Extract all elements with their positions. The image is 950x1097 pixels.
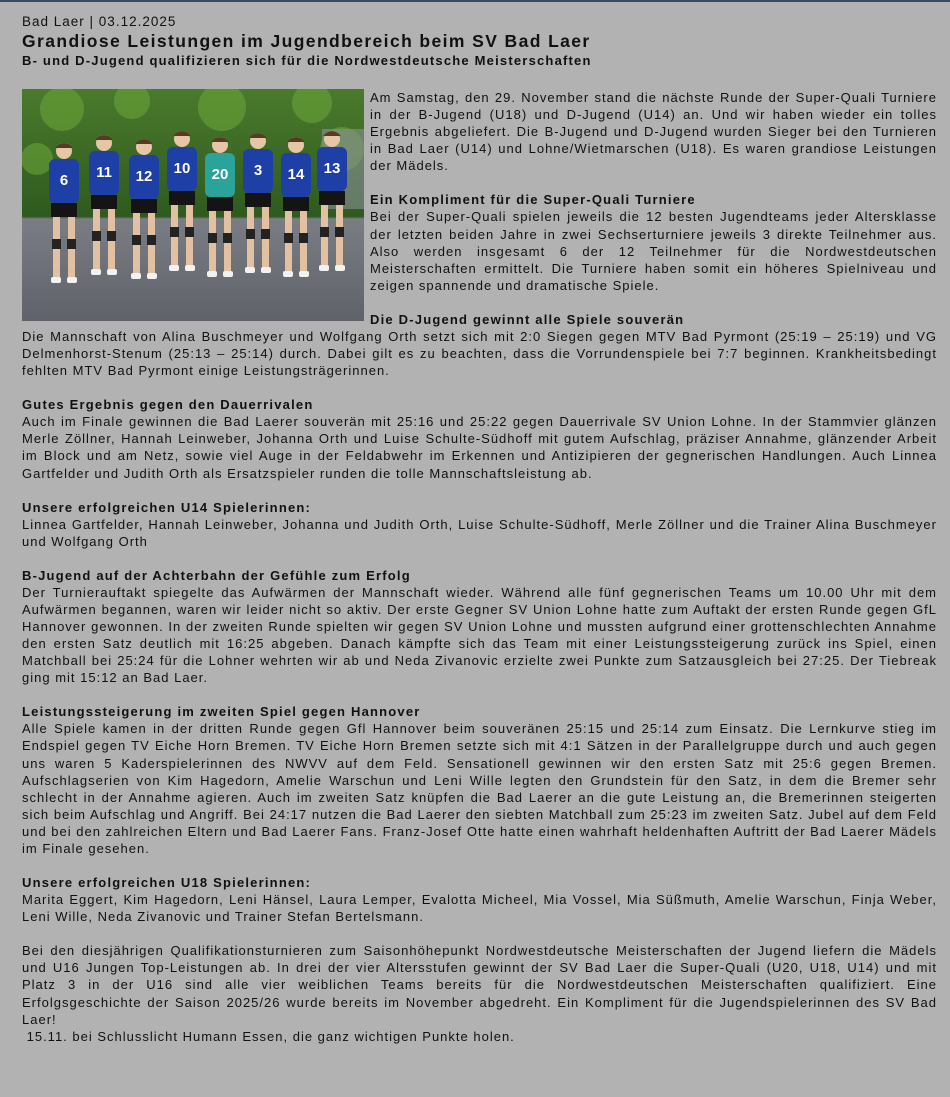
section-text: Linnea Gartfelder, Hannah Leinweber, Johanna und Judith Orth, Luise Schulte-Südhoff, Merle Zöllner und die Trainer Alina Buschmeyer und Wolfgang Orth [22,516,937,549]
section-text: Der Turnierauftakt spiegelte das Aufwärmen der Mannschaft wieder. Während alle fünf gegnerischen Teams um 10.00 Uhr mit dem Aufwärmen begannen, waren wir leider nicht so aktiv. Der erste Gegner SV Union Lohne hatte zum Auftakt der ersten Runde gegen GfL Hannover gewonnen. In der zweiten Runde spielten wir gegen SV Union Lohne und mussten aufgrund einer grottenschlechten Annahme den ersten Satz deutlich mit 16:25 abgeben. Danach kämpfte sich das Team mit einer Leistungssteigerung zurück ins Spiel, einen Matchball bei 25:24 für die Lohner wehrten wir ab und Neda Zivanovic erzielte zwei Punkte zum Satzausgleich bei 27:25. Der Tiebreak ging mit 15:12 an Bad Laer. [22,584,937,686]
section-heading: B-Jugend auf der Achterbahn der Gefühle zum Erfolg [22,567,411,583]
jersey-number: 10 [173,160,191,177]
jersey-number: 3 [253,162,263,179]
jersey-number: 11 [96,164,112,181]
article-title: Grandiose Leistungen im Jugendbereich beim SV Bad Laer [22,31,591,51]
section-heading: Unsere erfolgreichen U18 Spielerinnen: [22,875,312,891]
top-border [0,0,950,2]
section-text: Marita Eggert, Kim Hagedorn, Leni Hänsel, Laura Lemper, Evalotta Micheel, Mia Vossel, Mia Süßmuth, Amelie Warschun, Finja Weber, Leni Wille, Neda Zivanovic und Trainer Stefan Bertelsmann. [22,892,937,925]
section-text: Alle Spiele kamen in der dritten Runde gegen Gfl Hannover beim souveränen 25:15 und 25:14 zum Einsatz. Die Lernkurve stieg im Endspiel gegen TV Eiche Horn Bremen. TV Eiche Horn Bremen setzte sich mit 4:1 Sätzen in der Parallelgruppe durch und auch gegen uns waren 5 Kaderspielerinnen des NWVV auf dem Feld. Sensationell gewinnen wir den ersten Satz mit 25:6 gegen Bremen. Aufschlagserien von Kim Hagedorn, Amelie Warschun und Leni Wille legten den Grundstein für den Satz, in dem die Bremer sehr schlecht in der Annahme agieren. Auch im zweiten Satz knüpfen die Bad Laerer an die gute Leistung an, die Bremerinnen steigerten sich beim Aufschlag und Angriff. Bei 24:17 nutzen die Bad Laerer den siebten Matchball zum 25:23 im zweiten Satz. Jubel auf dem Feld und bei den zahlreichen Eltern und Bad Laerer Fans. Franz-Josef Otte hatte einen wahrhaft heldenhaften Auftritt der Bad Laerer Mädels im Finale gesehen. [22,721,937,856]
section-text: Bei der Super-Quali spielen jeweils die 12 besten Jugendteams jeder Altersklasse der letzten beiden Jahre in zwei Sechserturniere jeweils 3 direkte Teilnehmer aus. Also werden insgesamt 6 der 12 Teilnehmer für die Nordwestdeutschen Meisterschaften ermittelt. Die Turniere haben somit ein höheres Spielniveau und zeigen spannende und dramatische Spiele. [370,209,937,293]
intro-paragraph: Am Samstag, den 29. November stand die nächste Runde der Super-Quali Turniere in der B-Jugend (U18) und D-Jugend (U14) an. Und wir haben wieder ein tolles Ergebnis abgeliefert. Die B-Jugend und D-Jugend wurden Sieger bei den Turnieren in Bad Laer (U14) und Lohne/Wietmarschen (U18). Es waren grandiose Leistungen der Mädels. [370,90,937,174]
dateline: Bad Laer | 03.12.2025 [22,14,177,29]
section-heading: Unsere erfolgreichen U14 Spielerinnen: [22,499,312,515]
section-heading: Die D-Jugend gewinnt alle Spiele souverän [370,311,685,327]
jersey-number: 12 [135,168,153,185]
article-subtitle: B- und D-Jugend qualifizieren sich für die Nordwestdeutsche Meisterschaften [22,53,592,68]
closing-paragraph: Bei den diesjährigen Qualifikationsturnieren zum Saisonhöhepunkt Nordwestdeutsche Meisterschaften der Jugend liefern die Mädels und U16 Jungen Top-Leistungen ab. In drei der vier Altersstufen gewinnt der SV Bad Laer die Super-Quali (U20, U18, U14) und mit Platz 3 in der U16 sind alle vier weiblichen Teams bereits für die Nordwestdeutschen Meisterschaften qualifiziert. Eine Erfolgsgeschichte der Saison 2025/26 wurde bereits im November abgedreht. Ein Kompliment für die Jugendspielerinnen des SV Bad Laer! [22,943,937,1027]
section-text: Die Mannschaft von Alina Buschmeyer und Wolfgang Orth setzt sich mit 2:0 Siegen gegen MTV Bad Pyrmont (25:19 – 25:19) und VG Delmenhorst-Stenum (25:13 – 25:14) durch. Dabei gilt es zu beachten, dass die Vorrundenspiele bei 7:7 beginnen. Krankheitsbedingt fehlten MTV Bad Pyrmont einige Leistungsträgerinnen. [22,328,937,379]
footer-line: 15.11. bei Schlusslicht Humann Essen, die ganz wichtigen Punkte holen. [22,1028,515,1044]
section-text: Auch im Finale gewinnen die Bad Laerer souverän mit 25:16 und 25:22 gegen Dauerrivale SV Union Lohne. In der Stammvier glänzen Merle Zöllner, Hannah Leinweber, Johanna Orth und Luise Schulte-Südhoff mit gutem Aufschlag, präziser Annahme, glänzender Arbeit im Block und am Netz, sowie viel Auge in der Feldabwehr im Erkennen und Antizipieren der gegnerischen Handlungen. Auch Linnea Gartfelder und Judith Orth als Ersatzspieler runden die tolle Mannschaftsleistung ab. [22,414,937,481]
jersey-number: 20 [211,166,229,183]
section-heading: Leistungssteigerung im zweiten Spiel gegen Hannover [22,704,421,720]
jersey-number: 14 [287,166,305,183]
article-body [22,89,937,1045]
jersey-number: 6 [59,172,69,189]
article [22,14,937,1045]
jersey-number: 13 [323,160,341,177]
section-heading: Ein Kompliment für die Super-Quali Turniere [370,192,696,208]
team-photo [22,89,364,321]
section-heading: Gutes Ergebnis gegen den Dauerrivalen [22,397,314,413]
